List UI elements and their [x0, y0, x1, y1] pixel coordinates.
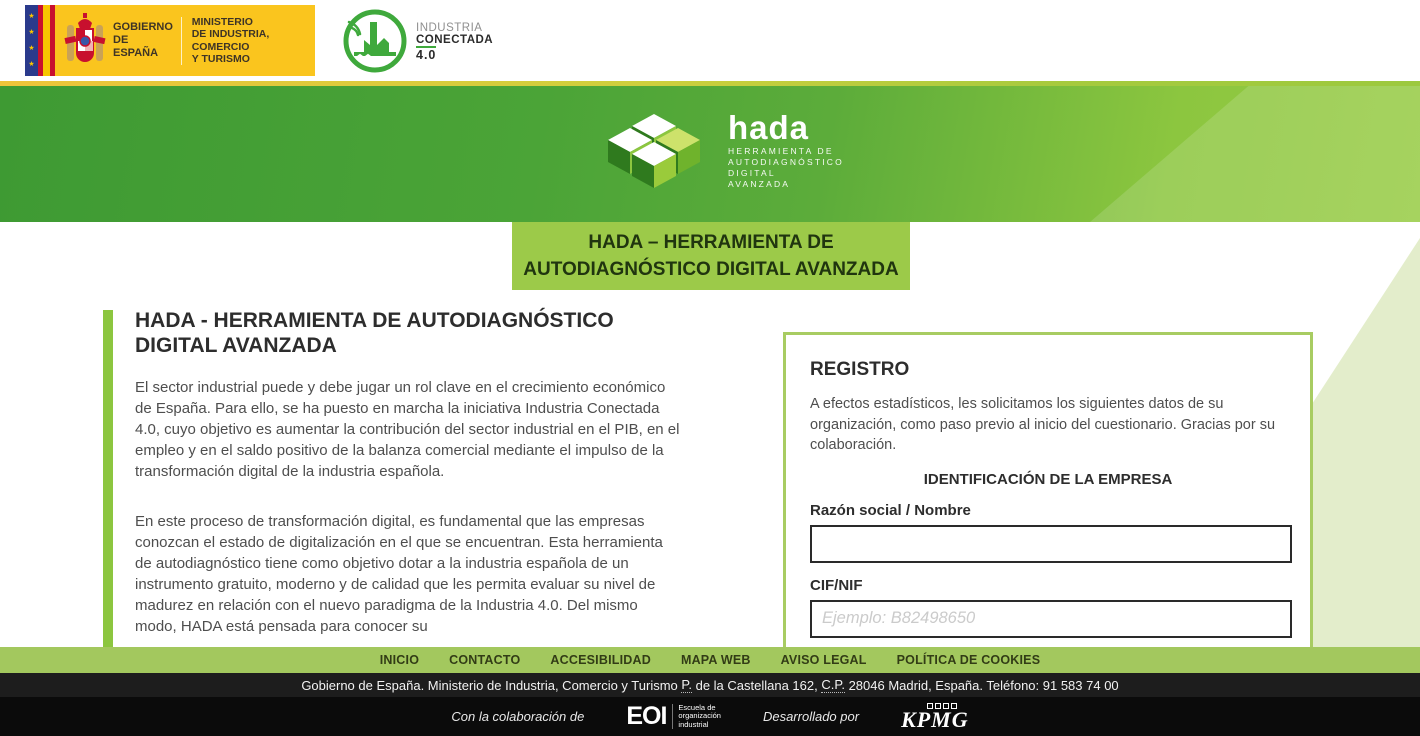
nav-inicio[interactable]: INICIO: [379, 653, 420, 667]
hada-name: hada: [728, 109, 810, 146]
eoi-wordmark: EOI: [626, 702, 667, 730]
spain-eu-flag-icon: ★ ★ ★ ★: [25, 5, 55, 76]
top-bar: [0, 0, 1420, 81]
industria-conectada-logo[interactable]: [340, 6, 493, 76]
cif-nif-label: CIF/NIF: [810, 576, 863, 594]
cif-nif-input[interactable]: [810, 600, 1292, 638]
eoi-logo[interactable]: [626, 704, 721, 730]
registro-section-heading: IDENTIFICACIÓN DE LA EMPRESA: [923, 470, 1173, 488]
industria-conectada-circle-icon: [340, 6, 410, 76]
gobierno-de-espana-logo[interactable]: [25, 5, 315, 76]
ministry-yellow-plaque: [55, 5, 315, 76]
nav-aviso-legal[interactable]: AVISO LEGAL: [780, 653, 867, 667]
developed-by-label: Desarrollado por: [762, 709, 860, 724]
eoi-subtext: Escuela de organización industrial: [672, 704, 721, 730]
footer-nav: [0, 647, 1420, 673]
razon-social-label: Razón social / Nombre: [810, 501, 971, 519]
intro-section: [135, 308, 680, 637]
address-text-mid: de la Castellana 162,: [691, 677, 822, 693]
razon-social-input[interactable]: [810, 525, 1292, 563]
registro-title: REGISTRO: [810, 359, 910, 380]
address-text-pre: Gobierno de España. Ministerio de Industria, Comercio y Turismo: [301, 677, 682, 693]
address-abbr-cp: C.P.: [821, 677, 845, 692]
nav-contacto[interactable]: CONTACTO: [449, 653, 521, 667]
divider: [181, 17, 182, 65]
industria-conectada-label: INDUSTRIA CONECTADA 4.0: [416, 21, 494, 62]
band-diagonal-highlight: [1090, 86, 1420, 222]
nav-mapa-web[interactable]: MAPA WEB: [680, 653, 751, 667]
page-heading: HADA - HERRAMIENTA DE AUTODIAGNÓSTICO DIGITAL AVANZADA: [135, 309, 614, 357]
collaboration-label: Con la colaboración de: [451, 709, 585, 724]
nav-accesibilidad[interactable]: ACCESIBILIDAD: [550, 653, 651, 667]
address-text-post: 28046 Madrid, España. Teléfono: 91 583 74 00: [844, 677, 1119, 693]
ministerio-label: MINISTERIO DE INDUSTRIA, COMERCIO Y TURISMO: [191, 15, 270, 65]
address-bar: [0, 673, 1420, 697]
intro-paragraph-1: El sector industrial puede y debe jugar un rol clave en el crecimiento económico de España. Para ello, se ha puesto en marcha la iniciativa Industria Conectada 4.0, cuyo objetivo es aumentar la contribución del sector industrial en el PIB, en el empleo y en el saldo positivo de la balanza comercial mediante el impulso de la transformación digital de la industria española.: [135, 379, 680, 480]
partners-bar: [0, 697, 1420, 736]
hada-cubes-icon: [598, 110, 710, 196]
page-title-banner: HADA – HERRAMIENTA DE AUTODIAGNÓSTICO DIGITAL AVANZADA: [512, 222, 910, 290]
left-accent-bar: [103, 310, 113, 647]
gobierno-label: GOBIERNO DE ESPAÑA: [113, 21, 173, 59]
intro-paragraph-2: En este proceso de transformación digital, es fundamental que las empresas conozcan el estado de digitalización en el que se encuentran. Esta herramienta de autodiagnóstico tiene como objetivo dotar a la industria española de un instrumento gratuito, moderno y de calidad que les permita evaluar su nivel de madurez en relación con el nuevo paradigma de la Industria 4.0. Del mismo modo, HADA está pensada para conocer su: [135, 513, 663, 635]
kpmg-wordmark: KPMG: [901, 707, 969, 732]
nav-politica-cookies[interactable]: POLÍTICA DE COOKIES: [896, 653, 1041, 667]
escudo-espana-icon: [61, 11, 109, 71]
hada-logo[interactable]: [598, 110, 844, 196]
hada-wordmark: hada HERRAMIENTA DE AUTODIAGNÓSTICO DIGITAL AVANZADA: [728, 109, 844, 189]
registro-intro: A efectos estadísticos, les solicitamos los siguientes datos de su organización, como paso previo al inicio del cuestionario. Gracias por su colaboración.: [810, 396, 1276, 453]
kpmg-logo[interactable]: [901, 703, 969, 730]
registro-panel: [780, 332, 1313, 692]
address-abbr-p: P.: [681, 677, 692, 692]
